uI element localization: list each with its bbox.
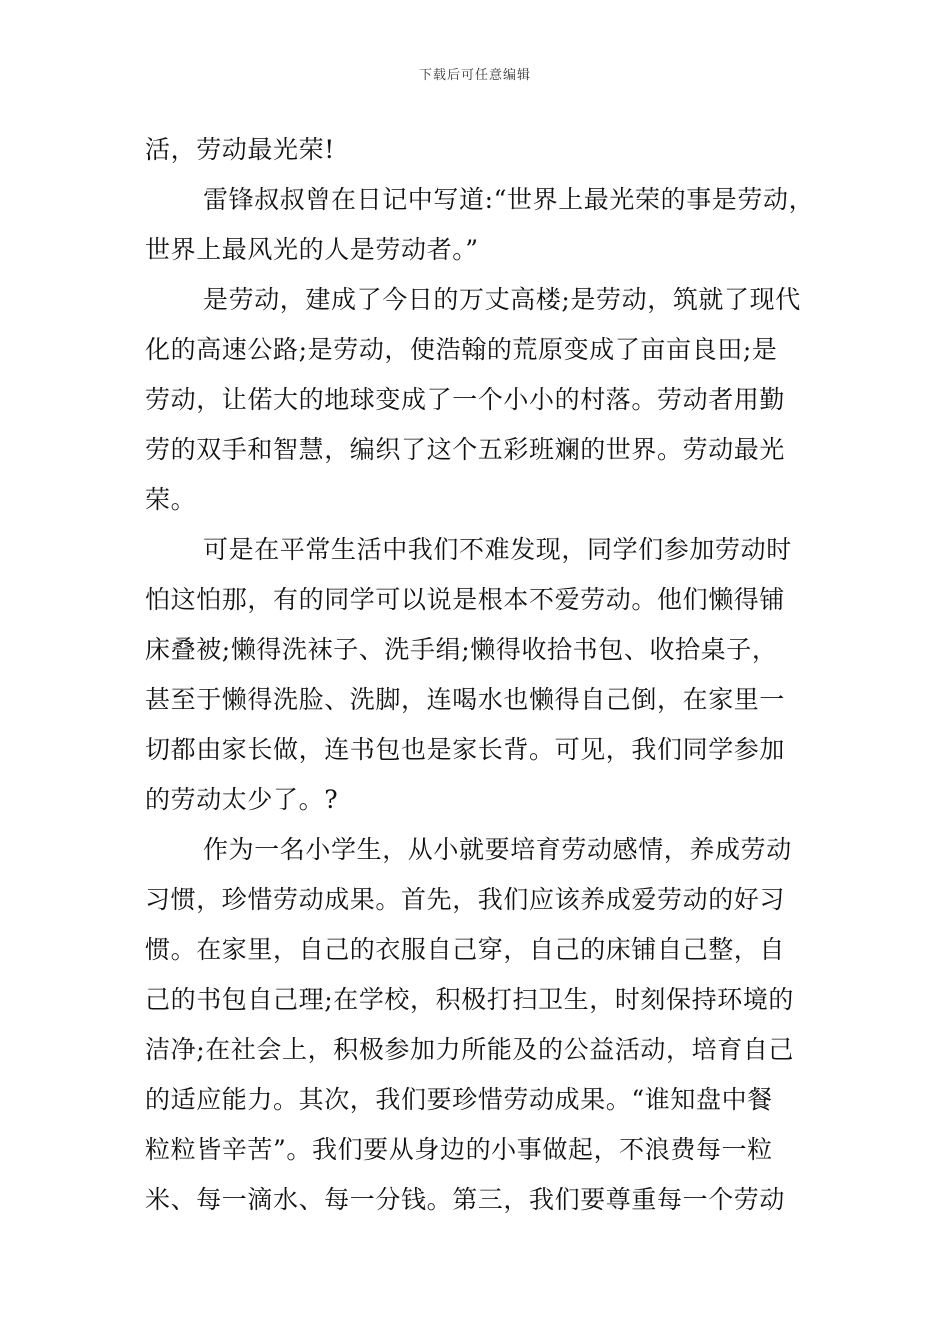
text-line: 雷锋叔叔曾在日记中写道:“世界上最光荣的事是劳动， (203, 185, 815, 214)
text-line: 世界上最风光的人是劳动者。” (145, 235, 479, 264)
text-line: 作为一名小学生，从小就要培育劳动感情，养成劳动 (203, 835, 792, 864)
text-line: 的劳动太少了。? (145, 785, 339, 814)
text-line: 粒粒皆辛苦”。我们要从身边的小事做起，不浪费每一粒 (145, 1135, 773, 1164)
page-header: 下载后可任意编辑 (418, 68, 531, 83)
text-line: 活，劳动最光荣! (145, 135, 335, 164)
text-line: 劳动，让偌大的地球变成了一个小小的村落。劳动者用勤 (145, 385, 786, 414)
text-line: 化的高速公路;是劳动，使浩翰的荒原变成了亩亩良田;是 (145, 335, 778, 364)
text-line: 的适应能力。其次，我们要珍惜劳动成果。“谁知盘中餐 (145, 1085, 773, 1114)
text-line: 己的书包自己理;在学校，积极打扫卫生，时刻保持环境的 (145, 985, 795, 1014)
document-body (145, 125, 815, 1225)
text-line: 劳的双手和智慧，编织了这个五彩班斓的世界。劳动最光 (145, 435, 786, 464)
text-line: 可是在平常生活中我们不难发现，同学们参加劳动时 (203, 535, 792, 564)
text-line: 甚至于懒得洗脸、洗脚，连喝水也懒得自己倒，在家里一 (145, 685, 786, 714)
text-line: 米、每一滴水、每一分钱。第三，我们要尊重每一个劳动 (145, 1185, 786, 1214)
text-line: 是劳动，建成了今日的万丈高楼;是劳动，筑就了现代 (203, 285, 801, 314)
text-line: 怕这怕那，有的同学可以说是根本不爱劳动。他们懒得铺 (145, 585, 786, 614)
text-line: 习惯，珍惜劳动成果。首先，我们应该养成爱劳动的好习 (145, 885, 786, 914)
text-line: 惯。在家里，自己的衣服自己穿，自己的床铺自己整，自 (145, 935, 786, 964)
text-line: 切都由家长做，连书包也是家长背。可见，我们同学参加 (145, 735, 786, 764)
text-line: 洁净;在社会上，积极参加力所能及的公益活动，培育自己 (145, 1035, 795, 1064)
text-line: 荣。 (145, 485, 197, 514)
text-line: 床叠被;懒得洗袜子、洗手绢;懒得收拾书包、收拾桌子， (145, 635, 778, 664)
